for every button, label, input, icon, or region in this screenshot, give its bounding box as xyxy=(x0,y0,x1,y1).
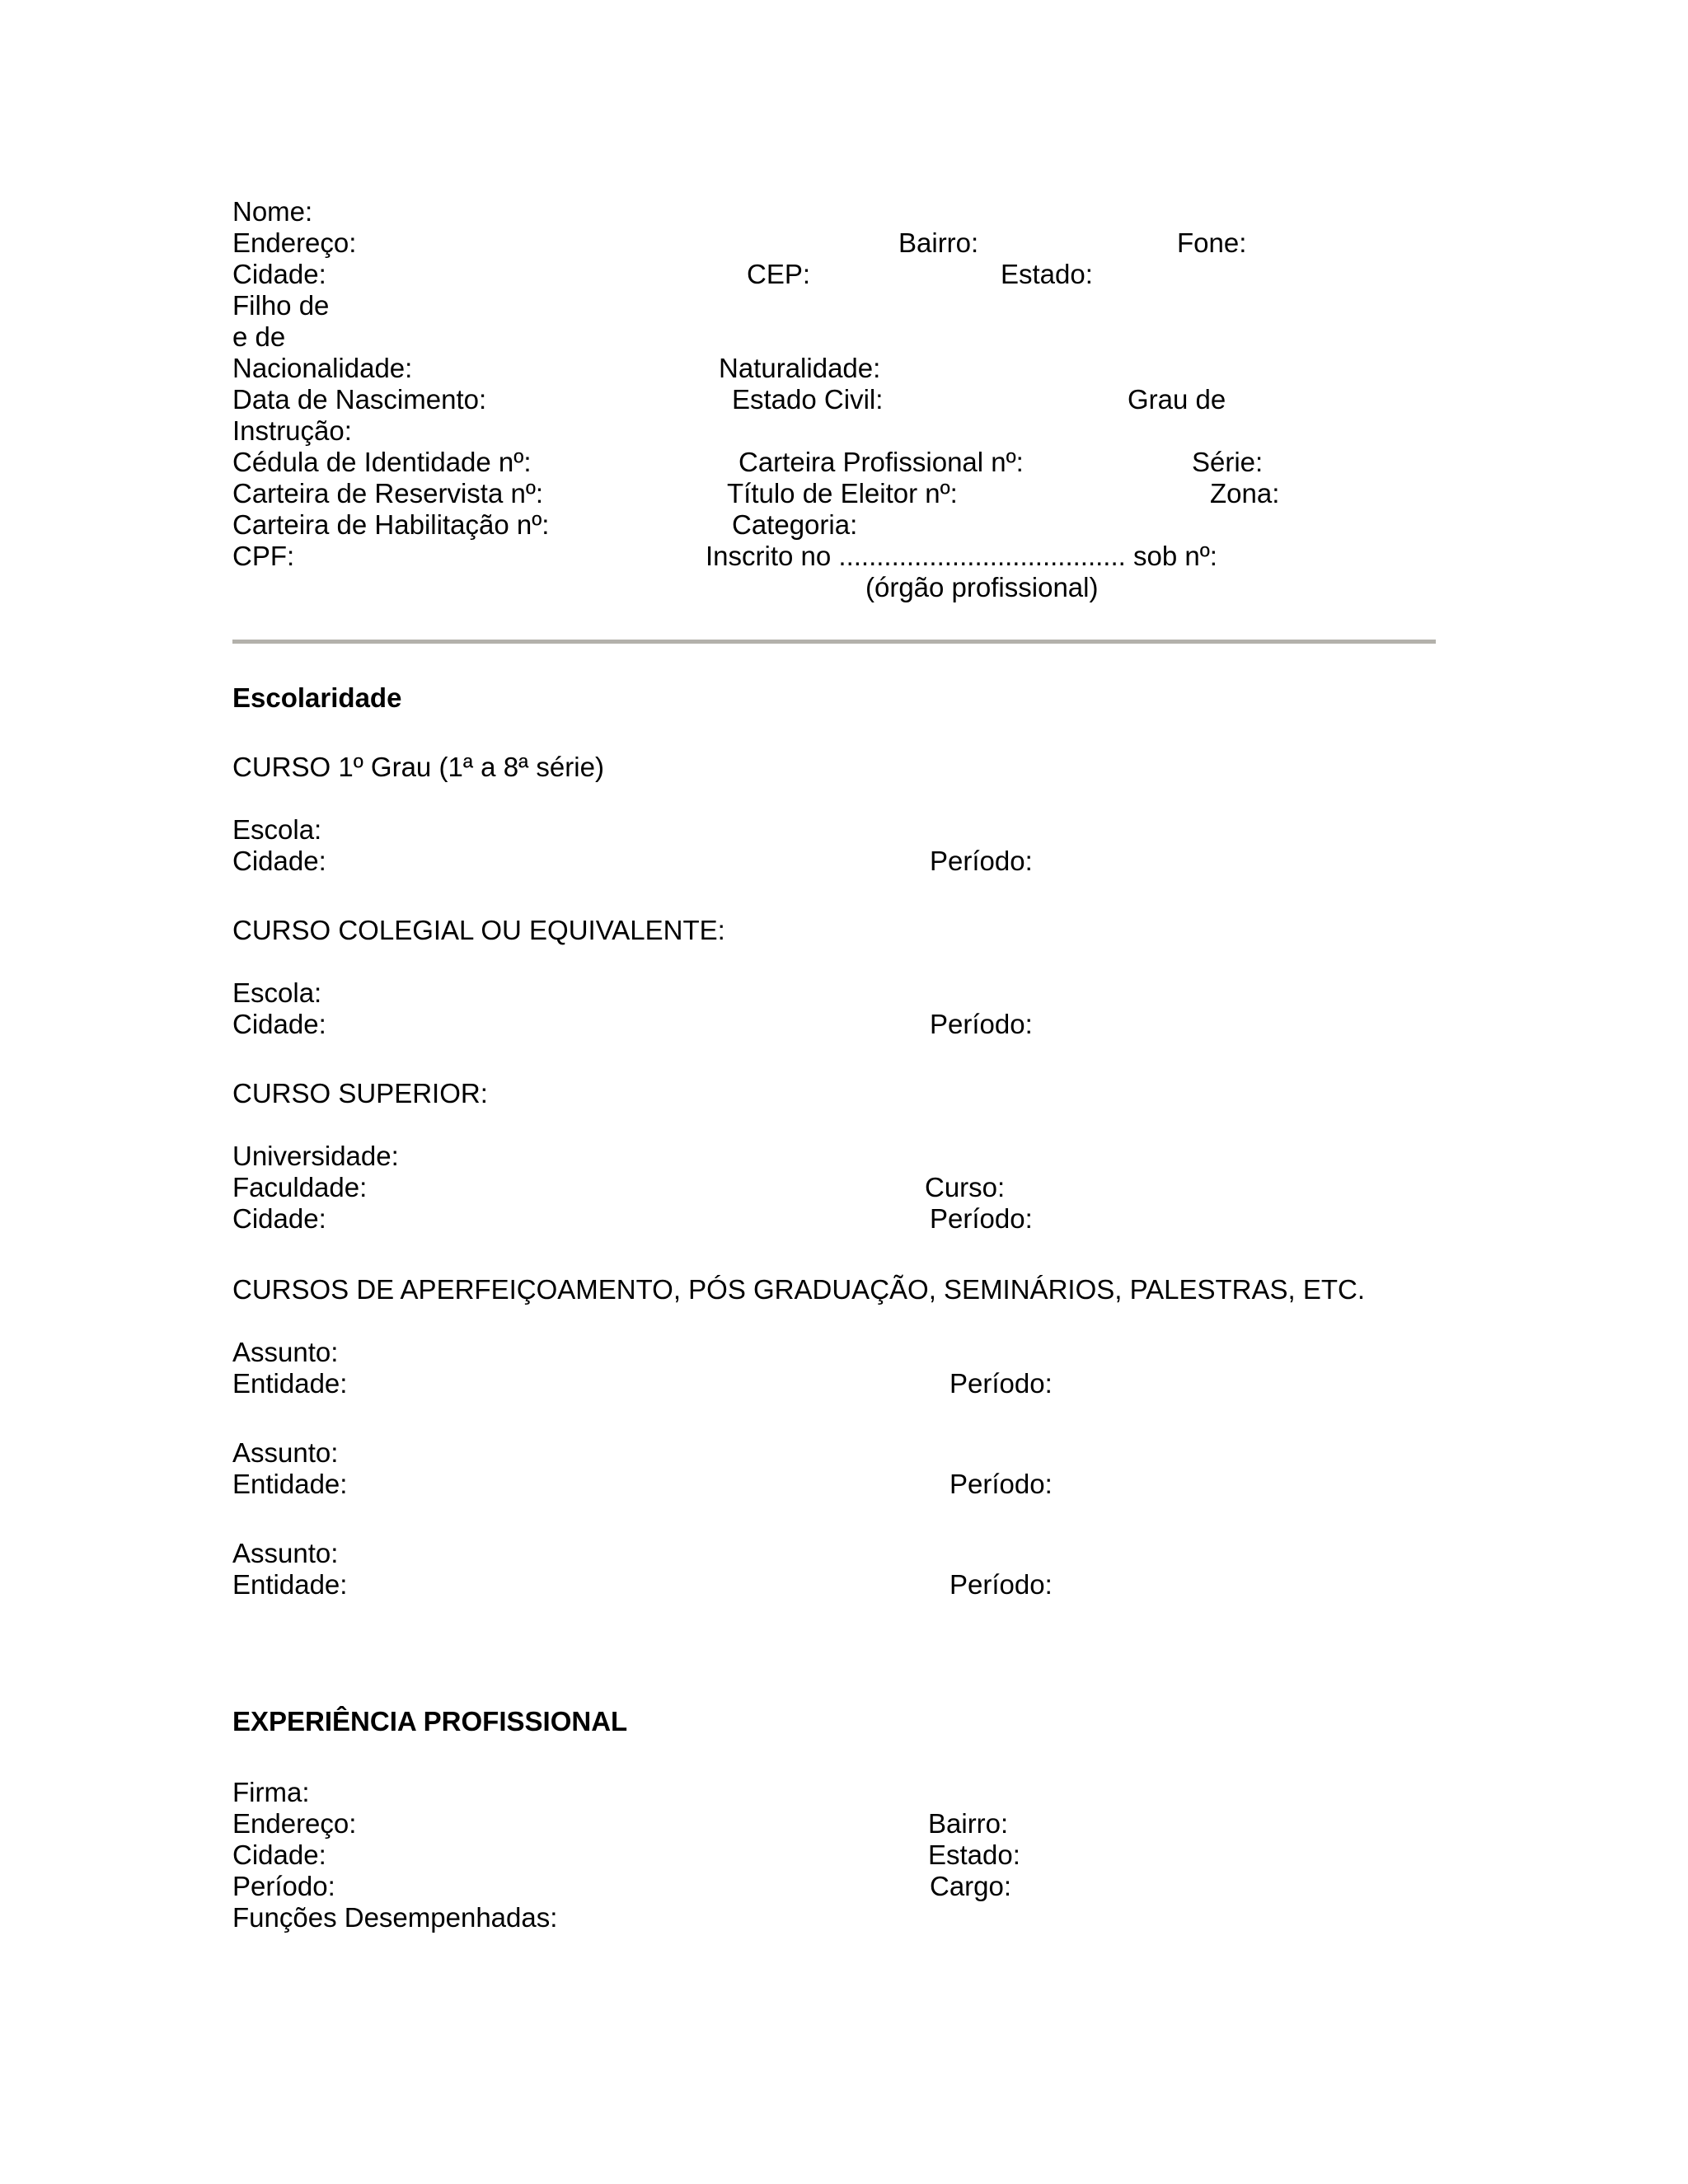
label-estado-civil: Estado Civil: xyxy=(732,384,884,415)
label-entidade-3: Entidade: xyxy=(232,1569,348,1600)
label-bairro-exp: Bairro: xyxy=(928,1808,1009,1839)
label-periodo-2: Período: xyxy=(930,1009,1033,1039)
label-entidade-1: Entidade: xyxy=(232,1368,348,1399)
label-estado-exp: Estado: xyxy=(928,1840,1020,1870)
label-cargo: Cargo: xyxy=(930,1871,1012,1901)
label-periodo-5: Período: xyxy=(950,1469,1053,1499)
label-data-nascimento: Data de Nascimento: xyxy=(232,384,487,415)
label-grau-de: Grau de xyxy=(1128,384,1226,415)
label-assunto-3: Assunto: xyxy=(232,1538,339,1568)
label-bairro: Bairro: xyxy=(898,227,979,258)
label-assunto-1: Assunto: xyxy=(232,1337,339,1367)
label-periodo-4: Período: xyxy=(950,1368,1053,1399)
label-firma: Firma: xyxy=(232,1777,310,1807)
title-curso-1-grau: CURSO 1º Grau (1ª a 8ª série) xyxy=(232,752,604,782)
label-orgao-profissional: (órgão profissional) xyxy=(865,572,1099,602)
label-naturalidade: Naturalidade: xyxy=(719,353,881,383)
label-estado: Estado: xyxy=(1001,259,1093,289)
label-carteira-habilitacao: Carteira de Habilitação nº: xyxy=(232,509,550,540)
label-periodo-6: Período: xyxy=(950,1569,1053,1600)
label-assunto-2: Assunto: xyxy=(232,1437,339,1468)
label-fone: Fone: xyxy=(1177,227,1247,258)
label-cidade-1: Cidade: xyxy=(232,846,326,876)
label-faculdade: Faculdade: xyxy=(232,1172,368,1202)
heading-escolaridade: Escolaridade xyxy=(232,682,402,713)
label-serie: Série: xyxy=(1192,447,1264,477)
label-universidade: Universidade: xyxy=(232,1141,399,1171)
label-carteira-profissional: Carteira Profissional nº: xyxy=(738,447,1024,477)
label-nacionalidade: Nacionalidade: xyxy=(232,353,413,383)
label-cedula-identidade: Cédula de Identidade nº: xyxy=(232,447,532,477)
label-cep: CEP: xyxy=(747,259,811,289)
label-periodo-1: Período: xyxy=(930,846,1033,876)
title-cursos-aperfeicoamento: CURSOS DE APERFEIÇOAMENTO, PÓS GRADUAÇÃO, SEMINÁRIOS, PALESTRAS, ETC. xyxy=(232,1274,1366,1305)
label-titulo-eleitor: Título de Eleitor nº: xyxy=(727,478,958,509)
label-carteira-reservista: Carteira de Reservista nº: xyxy=(232,478,544,509)
title-curso-colegial: CURSO COLEGIAL OU EQUIVALENTE: xyxy=(232,915,725,945)
label-cidade-3: Cidade: xyxy=(232,1203,326,1234)
section-divider xyxy=(232,640,1436,644)
label-cidade-2: Cidade: xyxy=(232,1009,326,1039)
label-curso: Curso: xyxy=(925,1172,1006,1202)
label-zona: Zona: xyxy=(1210,478,1280,509)
label-periodo-3: Período: xyxy=(930,1203,1033,1234)
label-instrucao: Instrução: xyxy=(232,415,352,446)
label-periodo-exp: Período: xyxy=(232,1871,335,1901)
label-categoria: Categoria: xyxy=(732,509,858,540)
title-curso-superior: CURSO SUPERIOR: xyxy=(232,1078,488,1108)
label-entidade-2: Entidade: xyxy=(232,1469,348,1499)
label-nome: Nome: xyxy=(232,196,313,227)
label-filho-de: Filho de xyxy=(232,290,330,321)
label-cidade: Cidade: xyxy=(232,259,326,289)
label-endereco-exp: Endereço: xyxy=(232,1808,357,1839)
label-funcoes-desempenhadas: Funções Desempenhadas: xyxy=(232,1902,558,1933)
label-escola-2: Escola: xyxy=(232,977,322,1008)
label-cpf: CPF: xyxy=(232,541,295,571)
label-endereco: Endereço: xyxy=(232,227,357,258)
heading-experiencia-profissional: EXPERIÊNCIA PROFISSIONAL xyxy=(232,1706,628,1736)
label-e-de: e de xyxy=(232,321,286,352)
label-cidade-exp: Cidade: xyxy=(232,1840,326,1870)
label-escola-1: Escola: xyxy=(232,814,322,845)
label-inscrito: Inscrito no ...................................... sob nº: xyxy=(706,541,1217,571)
